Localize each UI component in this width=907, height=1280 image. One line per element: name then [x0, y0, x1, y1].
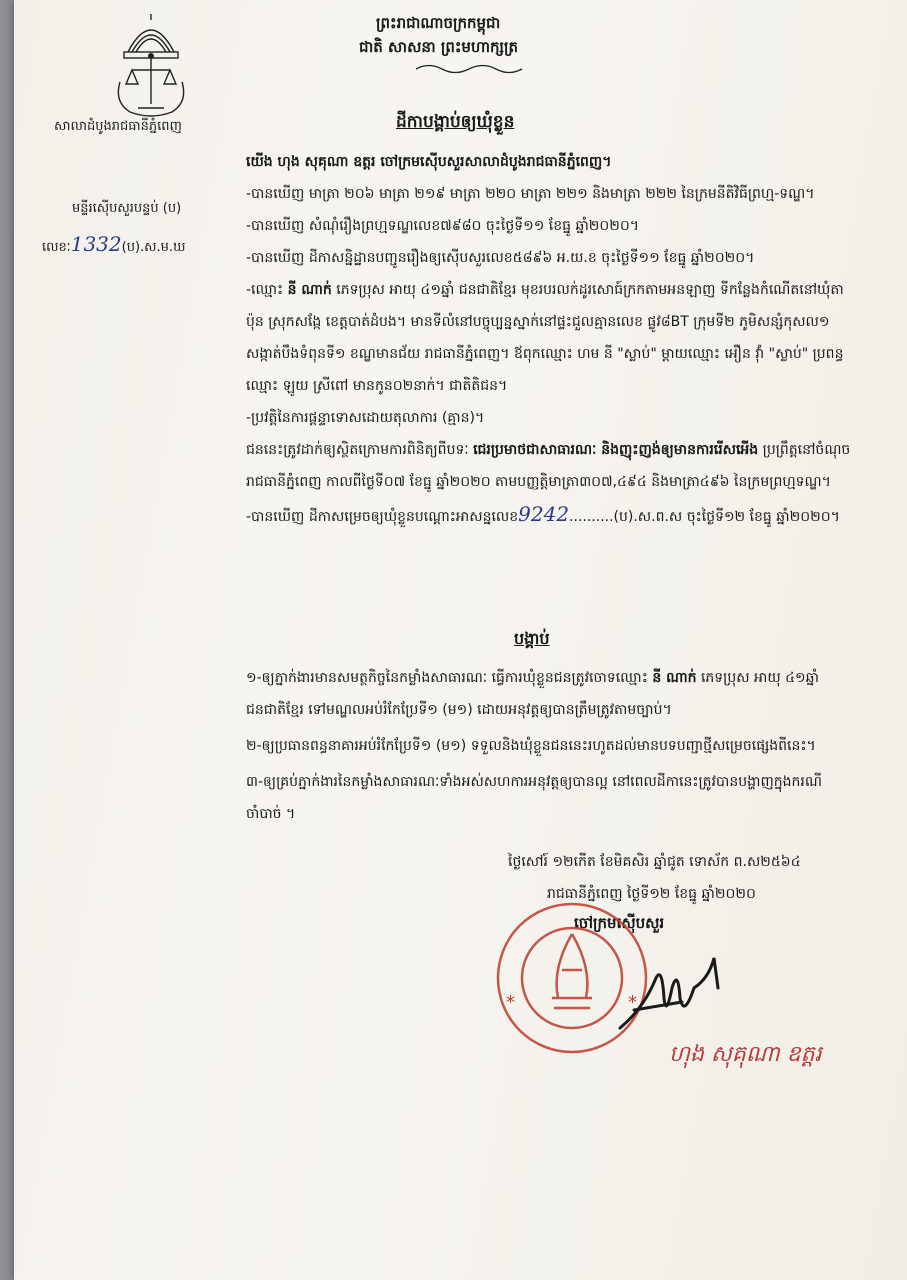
criminal-record-line: -ប្រវត្តិនៃការផ្ដន្ទាទោសដោយតុលាការ (គ្មាន)។ [246, 410, 485, 426]
order-2: ២-ឲ្យប្រធានពន្ធនាគារអប់រំកែប្រែទី១ (ម១) ទទួលនិងឃុំខ្លួនជននេះរហូតដល់មានបទបញ្ជាថ្មីសម្រេចផ្សេងពីនេះ។ [246, 738, 816, 754]
intro-line: យើង ហុង សុគុណា ឧត្តរ ចៅក្រមស៊ើបសួរសាលាដំបូងរាជធានីភ្នំពេញ។ [246, 154, 612, 170]
judge-title: ចៅក្រមស៊ើបសួរ [574, 914, 665, 932]
svg-text:*: * [628, 992, 637, 1013]
order-1 [216, 662, 856, 726]
detention-line [216, 498, 856, 533]
solar-date: រាជធានីភ្នំពេញ ថ្ងៃទី១២ ខែធ្នូ ឆ្នាំ២០២០ [547, 886, 756, 902]
suspect-name: នី ណាក់ [287, 282, 332, 298]
clause-line-2: -បានឃើញ សំណុំរឿងព្រហ្មទណ្ឌលេខ៧៩៨០ ចុះថ្ងៃទី១១ ខែធ្នូ ឆ្នាំ២០២០។ [246, 218, 640, 234]
number-label: លេខៈ [42, 240, 71, 255]
order-3: ៣-ឲ្យគ្រប់ភ្នាក់ងារនៃកម្លាំងសាធារណៈទាំងអស់សហការអនុវត្តឲ្យបានល្អ នៅពេលដីកានេះត្រូវបានបង្ហាញក្នុងករណីចាំបាច់ ។ [246, 774, 822, 822]
court-name: សាលាដំបូងរាជធានីភ្នំពេញ [54, 119, 182, 134]
court-emblem-icon [110, 12, 192, 122]
national-motto: ជាតិ សាសនា ព្រះមហាក្សត្រ [359, 38, 518, 56]
clause-line-1: -បានឃើញ មាត្រា ២០៦ មាត្រា ២១៩ មាត្រា ២២០ មាត្រា ២២១ និងមាត្រា ២២២ នៃក្រមនីតិវិធីព្រហ្ម-ទណ្ឌ។ [246, 186, 815, 202]
detention-number: 9242 [518, 502, 570, 526]
kingdom-title: ព្រះរាជាណាចក្រកម្ពុជា [376, 14, 501, 32]
office-name: មន្ទីរស៊ើបសួរបន្ទប់ (ប) [72, 201, 182, 216]
document-body [216, 146, 856, 533]
detention-prefix: -បានឃើញ ដីកាសម្រេចឲ្យឃុំខ្លួនបណ្ដោះអាសន្នលេខ [246, 509, 519, 525]
clause-line-3: -បានឃើញ ដីកាសន្និដ្ឋានបញ្ជូនរឿងឲ្យស៊ើបសួរលេខ៥៨៩៦ អ.យ.ខ ចុះថ្ងៃទី១១ ខែធ្នូ ឆ្នាំ២០២០។ [246, 250, 755, 266]
judge-name: ហុង សុគុណា ឧត្តរ [669, 1042, 822, 1067]
suspect-details: ភេទប្រុស អាយុ ៤១ឆ្នាំ ជនជាតិខ្មែរ មុខរបរលក់ដូរសោធ៍ក្រកតាមអនឡាញ ទីកន្លែងកំណើតនៅឃុំតាប៉ុន ស្រុកសង្កែ ខេត្តបាត់ដំបង។ មានទីលំនៅបច្ចុប្បន្នស្នាក់នៅផ្ទះជួលគ្មានលេខ ផ្លូវ៨BT ក្រុមទី២ ភូមិសន្សំកុសល១ សង្កាត់បឹងទំពុនទី១ ខណ្ឌមានជ័យ រាជធានីភ្នំពេញ។ ឪពុកឈ្មោះ ហម នី "ស្លាប់" ម្ដាយឈ្មោះ អឿន វ៉ាំ "ស្លាប់" ប្រពន្ធឈ្មោះ ឡូយ ស្រីពៅ មានកូន០២នាក់។ ជាតិតិជន។ [246, 282, 844, 394]
document-title: ដីកាបង្គាប់ឲ្យឃុំខ្លួន [396, 112, 515, 132]
charge-offense: ជេរប្រមាថជាសាធារណៈ និងញុះញង់ឲ្យមានការរើសអើង [473, 442, 759, 458]
charge-prefix: ជននេះត្រូវដាក់ឲ្យស្ថិតក្រោមការពិនិត្យពីបទៈ [246, 442, 469, 458]
judge-signature [614, 948, 744, 1038]
handwritten-number: 1332 [70, 232, 122, 256]
orders-title: បង្គាប់ [514, 629, 550, 648]
svg-text:*: * [506, 992, 515, 1013]
suspect-paragraph [216, 274, 856, 402]
detention-suffix: ..........(ប).ស.ព.ស ចុះថ្ងៃទី១២ ខែធ្នូ ឆ្នាំ២០២០។ [569, 509, 840, 525]
charge-details: ប្រព្រឹត្តនៅចំណុចរាជធានីភ្នំពេញ កាលពីថ្ងៃទី០៧ ខែធ្នូ ឆ្នាំ២០២០ តាមបញ្ញត្តិមាត្រា៣០៧,៤៩៤ និងមាត្រា៤៩៦ នៃក្រមព្រហ្មទណ្ឌ។ [246, 442, 851, 490]
order-1-suspect-name: នី ណាក់ [652, 670, 697, 686]
suspect-prefix: -ឈ្មោះ [246, 282, 284, 298]
lunar-date: ថ្ងៃសៅរ៍ ១២កើត ខែមិគសិរ ឆ្នាំជូត ទោស័ក ព.ស២៥៦៤ [508, 854, 801, 870]
ornament-divider-icon [414, 62, 524, 76]
document-page [14, 0, 907, 1280]
orders-section [216, 662, 856, 834]
charge-paragraph [216, 434, 856, 498]
document-number [42, 232, 185, 258]
order-1-text: ១-ឲ្យភ្នាក់ងារមានសមត្ថកិច្ចនៃកម្លាំងសាធារណៈ ធ្វើការឃុំខ្លួនជនត្រូវចោទឈ្មោះ [246, 670, 648, 686]
number-suffix: (ប).ស.ម.ឃ [121, 240, 186, 255]
order-1-details: ភេទប្រុស អាយុ ៤១ឆ្នាំ ជនជាតិខ្មែរ ទៅមណ្ឌលអប់រំកែប្រែទី១ (ម១) ដោយអនុវត្តឲ្យបានត្រឹមត្រូវតាមច្បាប់។ [246, 670, 819, 718]
